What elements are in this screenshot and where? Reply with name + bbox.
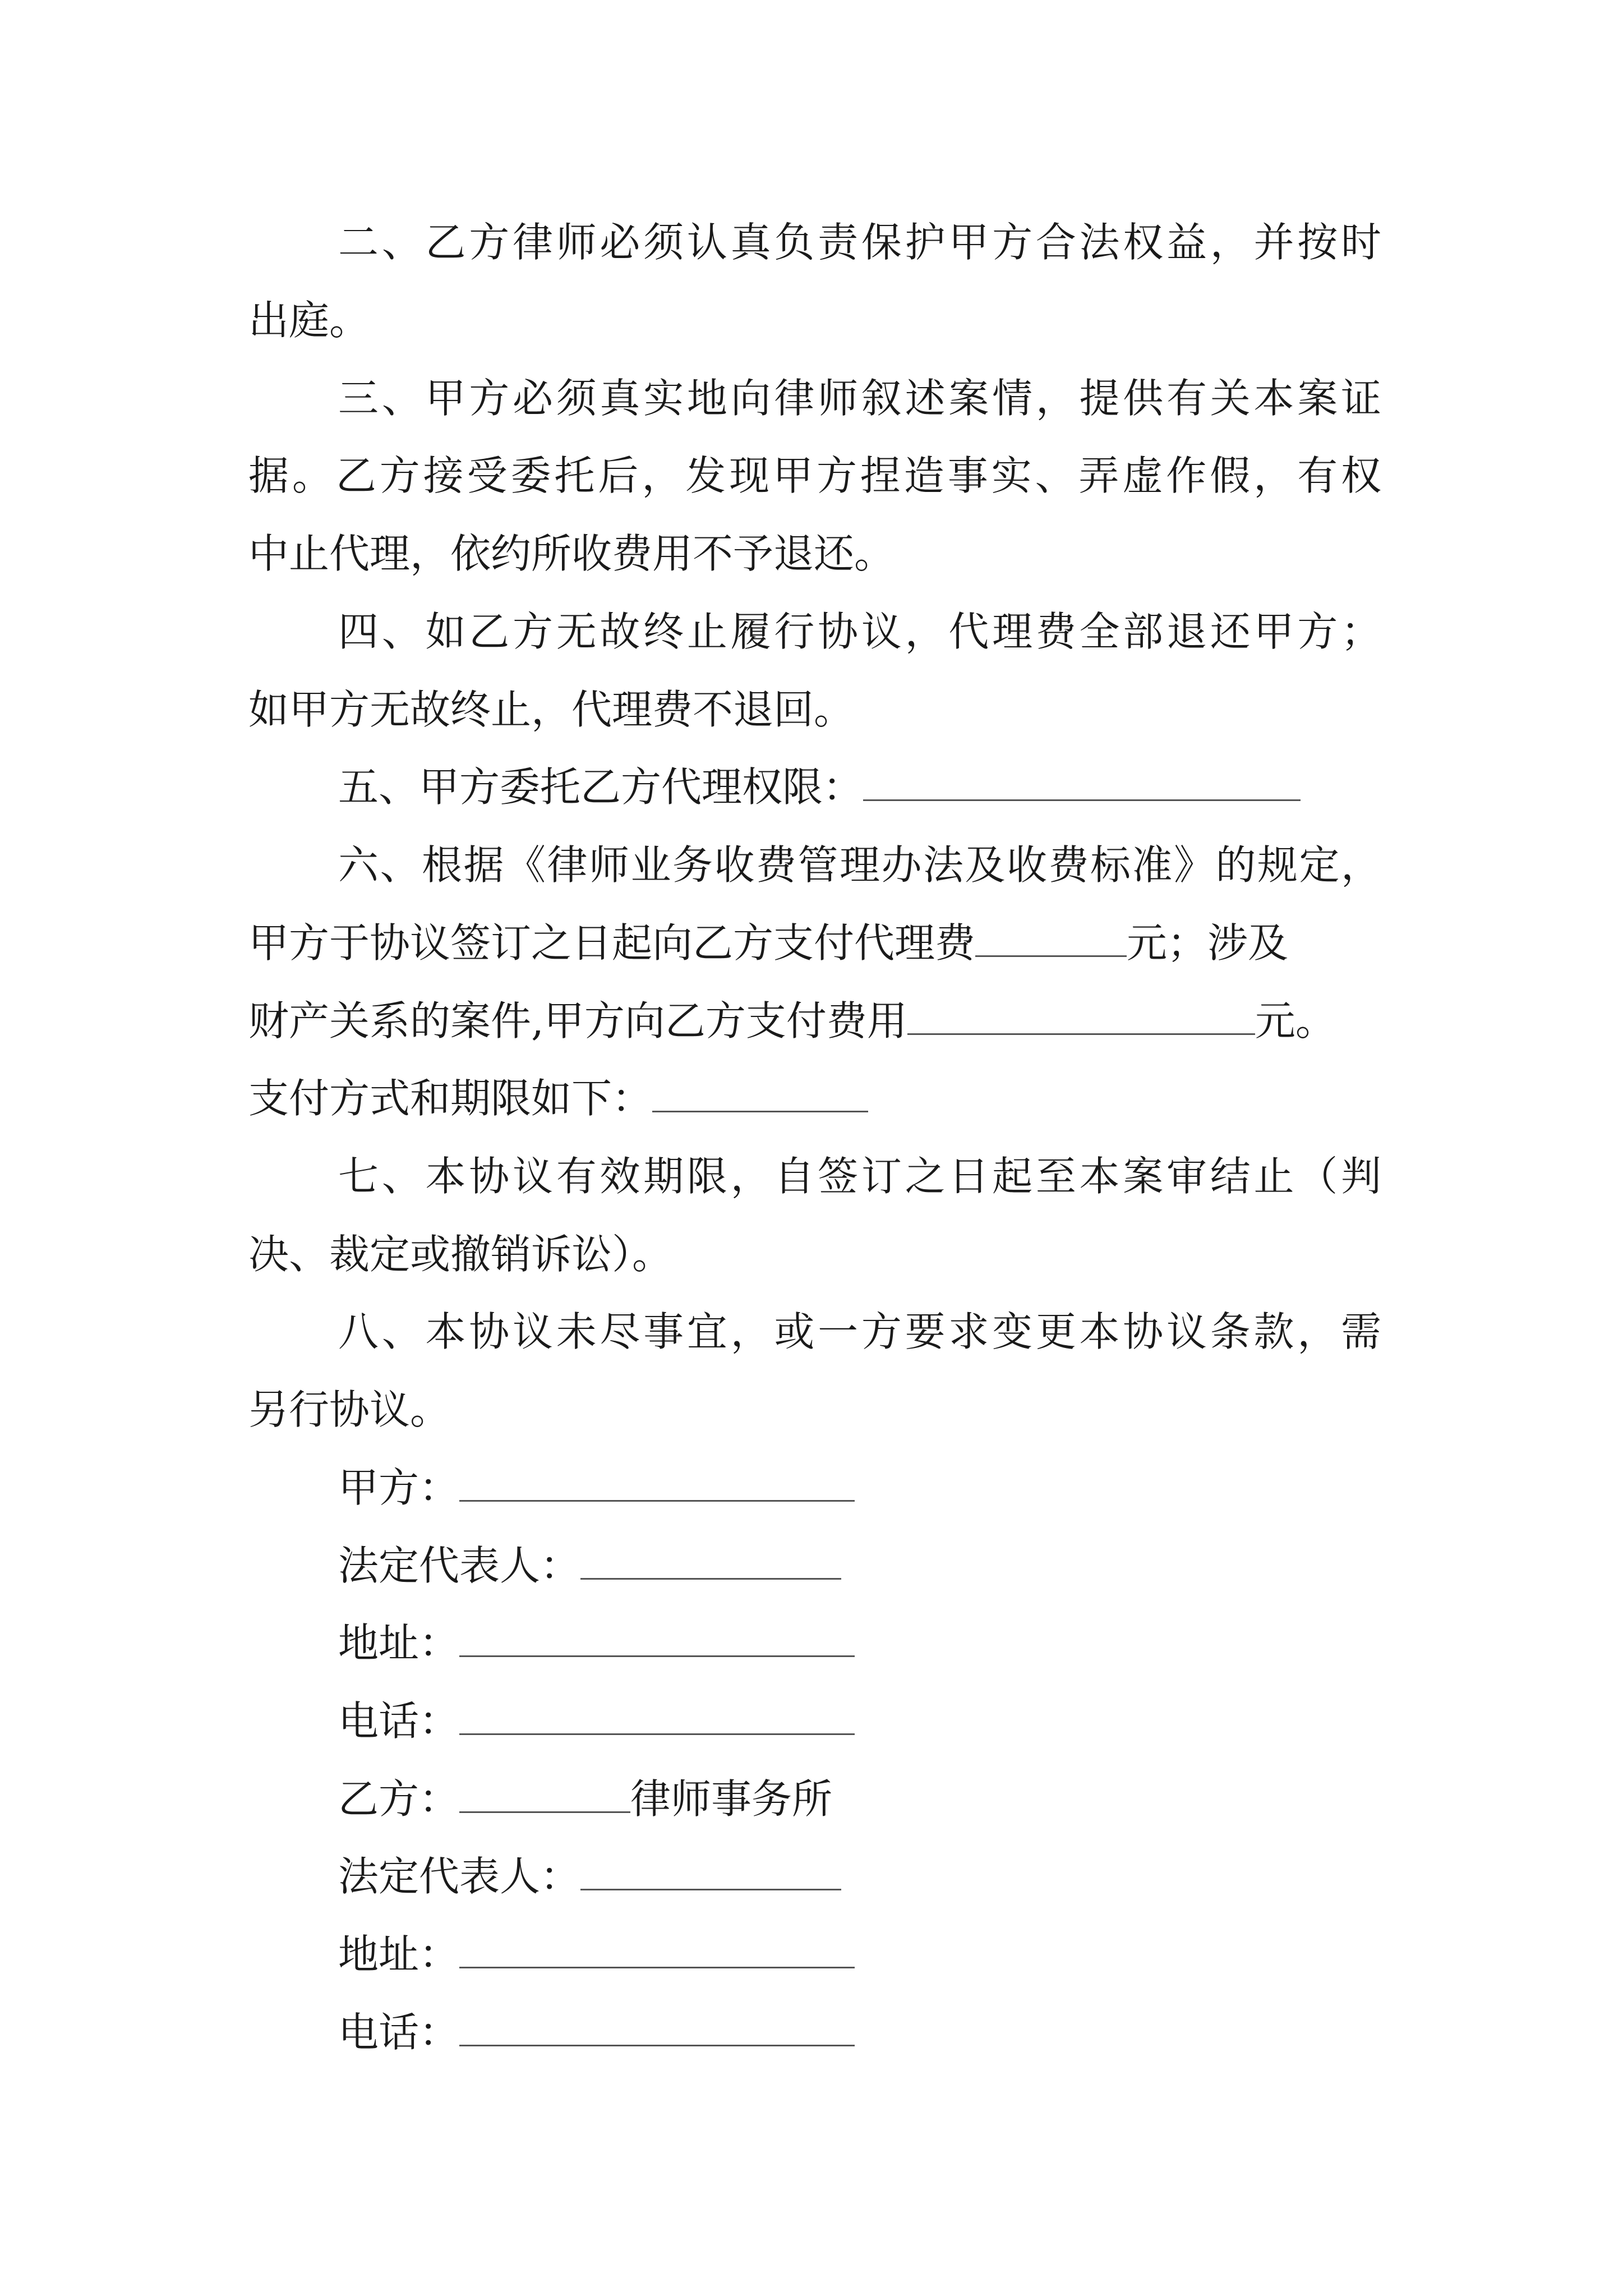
clause-5-line xyxy=(338,759,1301,815)
clause-6-line-3 xyxy=(248,993,1336,1049)
party-a-rep-label: 法定代表人： xyxy=(338,1542,581,1589)
party-b-address-field[interactable] xyxy=(459,1933,855,1968)
clause-3-line-2: 据。乙方接受委托后，发现甲方捏造事实、弄虚作假，有权 xyxy=(248,452,1381,499)
party-a-phone-row xyxy=(338,1693,855,1749)
clause-5-label: 五、甲方委托乙方代理权限： xyxy=(338,763,864,811)
clause-4-line-2: 如甲方无故终止，代理费不退回。 xyxy=(248,686,855,733)
party-b-label: 乙方： xyxy=(338,1775,460,1823)
clause-2-line-1: 二、乙方律师必须认真负责保护甲方合法权益，并按时 xyxy=(338,219,1381,266)
party-b-rep-field[interactable] xyxy=(580,1855,841,1890)
clause-4-line-1: 四、如乙方无故终止履行协议，代理费全部退还甲方； xyxy=(338,608,1381,655)
clause-2-line-2: 出庭。 xyxy=(248,297,370,344)
party-b-rep-label: 法定代表人： xyxy=(338,1853,581,1900)
payment-terms-field[interactable] xyxy=(652,1077,868,1112)
party-a-rep-row xyxy=(338,1538,841,1594)
clause-8-line-1: 八、本协议未尽事宜，或一方要求变更本协议条款，需 xyxy=(338,1308,1381,1355)
party-a-phone-label: 电话： xyxy=(338,1697,460,1745)
clause-7-line-2: 决、裁定或撤销诉讼）。 xyxy=(248,1231,673,1278)
party-b-address-label: 地址： xyxy=(338,1931,460,1978)
clause-7-line-1: 七、本协议有效期限，自签订之日起至本案审结止（判 xyxy=(338,1153,1381,1200)
party-a-address-field[interactable] xyxy=(459,1622,855,1657)
clause-6-text-c: 财产关系的案件,甲方向乙方支付费用 xyxy=(248,997,907,1045)
clause-6-text-d: 元。 xyxy=(1255,997,1336,1045)
party-a-address-row xyxy=(338,1615,855,1671)
authority-scope-field[interactable] xyxy=(863,766,1301,801)
party-a-name-row xyxy=(338,1460,855,1516)
party-b-phone-row xyxy=(338,2004,855,2060)
party-b-rep-row xyxy=(338,1848,841,1904)
party-b-phone-label: 电话： xyxy=(338,2009,460,2056)
party-a-name-field[interactable] xyxy=(459,1466,855,1502)
clause-6-text-a: 甲方于协议签订之日起向乙方支付代理费 xyxy=(248,919,976,967)
clause-6-line-1: 六、根据《律师业务收费管理办法及收费标准》的规定， xyxy=(338,841,1381,889)
party-b-address-row xyxy=(338,1926,855,1982)
property-case-fee-field[interactable] xyxy=(907,1000,1255,1035)
party-b-firm-suffix: 律师事务所 xyxy=(630,1775,833,1823)
party-b-firm-name-field[interactable] xyxy=(459,1778,630,1813)
party-a-label: 甲方： xyxy=(338,1464,460,1511)
agency-fee-field[interactable] xyxy=(975,922,1127,957)
party-a-address-label: 地址： xyxy=(338,1619,460,1667)
clause-3-line-3: 中止代理，依约所收费用不予退还。 xyxy=(248,530,895,577)
payment-terms-label: 支付方式和期限如下： xyxy=(248,1075,653,1122)
party-a-rep-field[interactable] xyxy=(580,1544,841,1580)
clause-6-line-2 xyxy=(248,915,1288,971)
party-b-name-row xyxy=(338,1771,832,1827)
party-b-phone-field[interactable] xyxy=(459,2011,855,2046)
clause-6-line-4 xyxy=(248,1070,868,1126)
party-a-phone-field[interactable] xyxy=(459,1700,855,1735)
clause-3-line-1: 三、甲方必须真实地向律师叙述案情，提供有关本案证 xyxy=(338,375,1381,422)
clause-6-text-b: 元；涉及 xyxy=(1127,919,1289,967)
clause-8-line-2: 另行协议。 xyxy=(248,1386,451,1433)
